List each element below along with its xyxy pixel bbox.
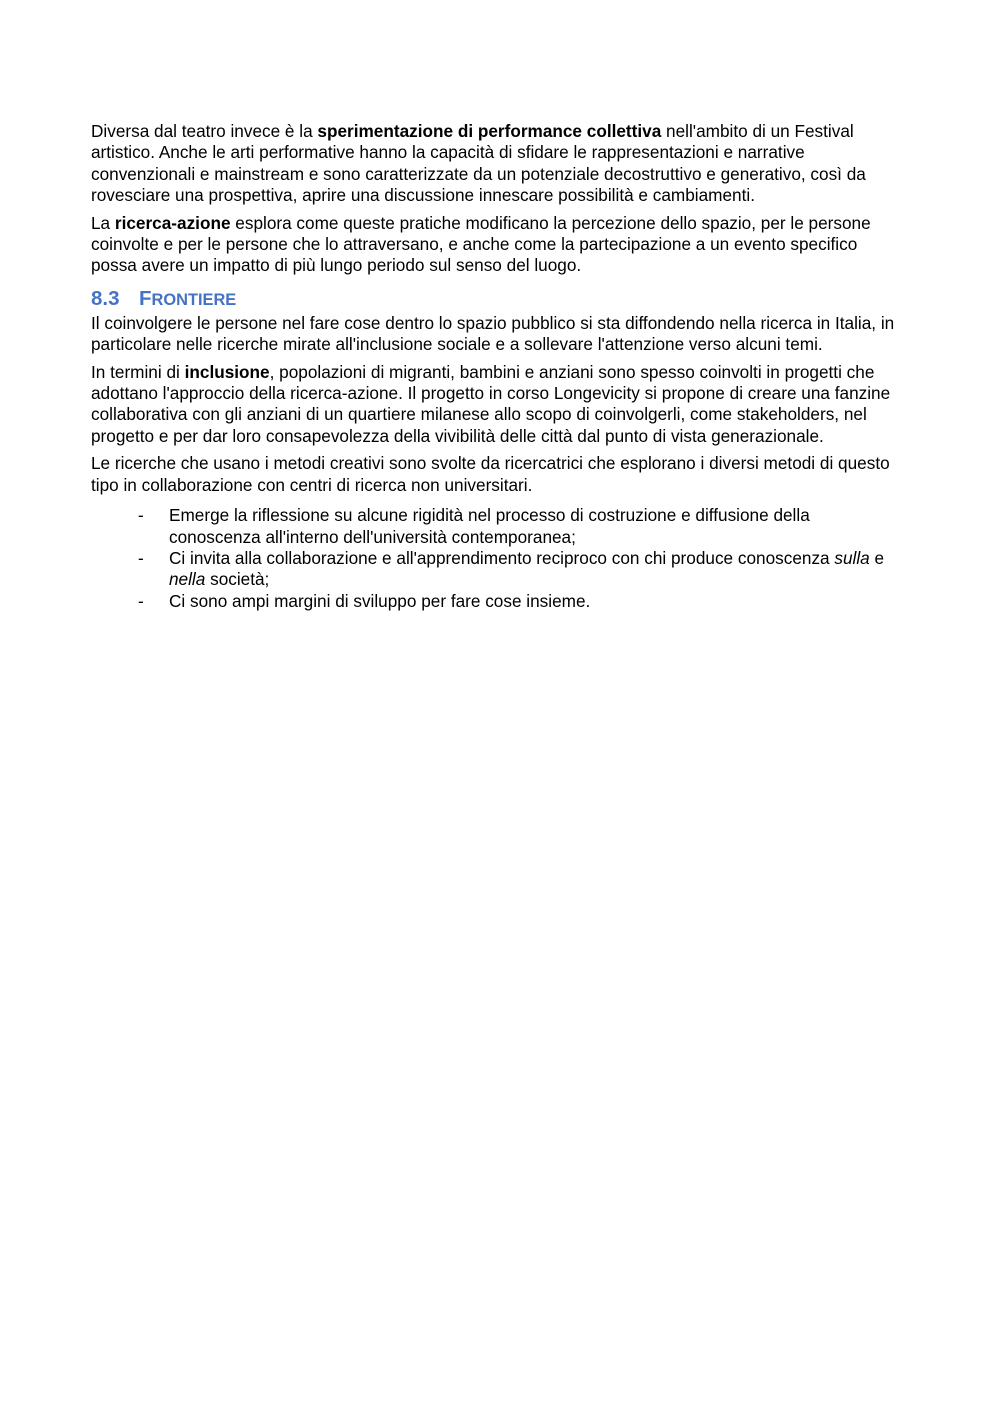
bold-term-ricerca-azione: ricerca-azione <box>114 212 231 233</box>
paragraph-performance: Diversa dal teatro invece è la sperimentazione di performance collettiva nell'ambito di un Festival artistico. Anche le arti performative hanno la capacità di sfidare le rappresentazioni e narrative convenzionali e mainstream e sono caratterizzate da un potenziale decostruttivo e generativo, così da rovesciare una prospettiva, aprire una discussione innescare possibilità e cambiamenti. <box>91 121 866 206</box>
section-title-initial: F <box>139 286 152 310</box>
section-heading <box>91 286 906 313</box>
document-page <box>91 121 906 612</box>
dash-list <box>91 505 906 612</box>
paragraph-metodi-creativi: Le ricerche che usano i metodi creativi sono svolte da ricercatrici che esplorano i diversi metodi di questo tipo in collaborazione con centri di ricerca non universitari. <box>91 453 890 495</box>
section-number: 8.3 <box>91 286 120 310</box>
dash-bullet: - <box>138 590 144 611</box>
paragraph-inclusione: In termini di inclusione, popolazioni di migranti, bambini e anziani sono spesso coinvolti in progetti che adottano l'approccio della ricerca-azione. Il progetto in corso Longevicity si propone di creare una fanzine collaborativa con gli anziani di un quartiere milanese allo scopo di coinvolgerli, come stakeholders, nel progetto e per dar loro consapevolezza della vivibilità delle città dal punto di vista generazionale. <box>91 361 891 446</box>
bold-term-performance: sperimentazione di performance collettiva <box>317 121 662 141</box>
section-title-rest: RONTIERE <box>151 290 237 309</box>
dash-bullet: - <box>138 505 144 526</box>
list-item: - Ci invita alla collaborazione e all'apprendimento reciproco con chi produce conoscenza sulla e nella società; <box>138 547 885 590</box>
bold-term-inclusione: inclusione <box>184 361 270 382</box>
list-item: - Ci sono ampi margini di sviluppo per fare cose insieme. <box>138 590 591 611</box>
dash-bullet: - <box>138 547 144 568</box>
paragraph-frontiere-intro: Il coinvolgere le persone nel fare cose dentro lo spazio pubblico si sta diffondendo nella ricerca in Italia, in particolare nelle ricerche mirate all'inclusione sociale e a sollevare l'attenzione verso alcuni temi. <box>91 312 895 355</box>
paragraph-ricerca-azione: La ricerca-azione esplora come queste pratiche modificano la percezione dello spazio, per le persone coinvolte e per le persone che lo attraversano, e anche come la partecipazione a un evento specifico possa avere un impatto di più lungo periodo sul senso del luogo. <box>91 212 871 276</box>
list-item: - Emerge la riflessione su alcune rigidità nel processo di costruzione e diffusione della conoscenza all'interno dell'università contemporanea; <box>138 505 810 547</box>
